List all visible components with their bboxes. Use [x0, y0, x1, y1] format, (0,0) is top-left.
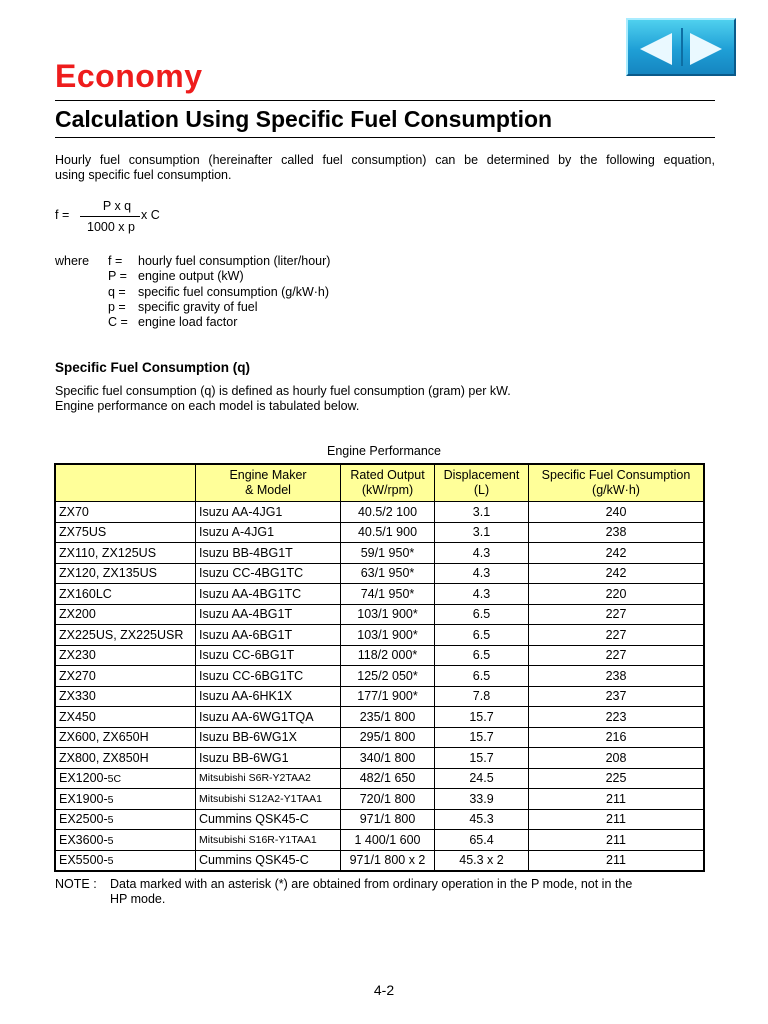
cell-engine: Mitsubishi S12A2-Y1TAA1 [196, 789, 341, 810]
cell-model: ZX120, ZX135US [55, 563, 196, 584]
definition-text: engine load factor [138, 315, 238, 330]
top-rule [55, 100, 715, 101]
table-note [55, 877, 715, 907]
note-line-1: Data marked with an asterisk (*) are obtained from ordinary operation in the P mode, not in the [110, 877, 633, 891]
definition-text: engine output (kW) [138, 269, 244, 284]
cell-displacement: 6.5 [435, 645, 529, 666]
definition-text: specific gravity of fuel [138, 299, 258, 314]
equation-lhs: f = [55, 208, 70, 222]
cell-displacement: 3.1 [435, 502, 529, 523]
cell-model: ZX330 [55, 686, 196, 707]
sfc-heading: Specific Fuel Consumption (q) [55, 360, 250, 375]
cell-engine: Isuzu CC-6BG1T [196, 645, 341, 666]
cell-model: ZX270 [55, 666, 196, 687]
cell-sfc: 227 [529, 625, 705, 646]
cell-displacement: 4.3 [435, 563, 529, 584]
cell-sfc: 208 [529, 748, 705, 769]
table-header-row [55, 464, 704, 502]
table-row [55, 707, 704, 728]
cell-model: EX5500-5 [55, 850, 196, 871]
definition-text: specific fuel consumption (g/kW·h) [138, 284, 330, 299]
sfc-line-1: Specific fuel consumption (q) is defined as hourly fuel consumption (gram) per kW. [55, 384, 511, 398]
cell-output: 103/1 900* [341, 625, 435, 646]
cell-engine: Isuzu BB-6WG1X [196, 727, 341, 748]
cell-model: ZX75US [55, 522, 196, 543]
table-row [55, 645, 704, 666]
table-caption: Engine Performance [327, 444, 441, 458]
cell-sfc: 223 [529, 707, 705, 728]
cell-sfc: 227 [529, 645, 705, 666]
cell-sfc: 242 [529, 563, 705, 584]
cell-sfc: 225 [529, 768, 705, 789]
page-number: 4-2 [373, 982, 395, 998]
definition-symbol: P = [108, 269, 127, 284]
definitions-where: where [55, 254, 90, 268]
cell-output: 971/1 800 [341, 809, 435, 830]
cell-output: 340/1 800 [341, 748, 435, 769]
cell-sfc: 227 [529, 604, 705, 625]
table-row [55, 625, 704, 646]
table-row [55, 809, 704, 830]
cell-output: 118/2 000* [341, 645, 435, 666]
cell-model: EX1900-5 [55, 789, 196, 810]
cell-displacement: 7.8 [435, 686, 529, 707]
cell-engine: Mitsubishi S6R-Y2TAA2 [196, 768, 341, 789]
fraction-bar [80, 216, 140, 217]
cell-engine: Isuzu AA-4JG1 [196, 502, 341, 523]
definition-symbol: C = [108, 315, 128, 330]
cell-output: 63/1 950* [341, 563, 435, 584]
cell-model: EX3600-5 [55, 830, 196, 851]
cell-sfc: 211 [529, 789, 705, 810]
cell-engine: Isuzu AA-4BG1TC [196, 584, 341, 605]
cell-displacement: 15.7 [435, 707, 529, 728]
definition-row [108, 254, 330, 268]
table-row [55, 584, 704, 605]
cell-displacement: 24.5 [435, 768, 529, 789]
table-row [55, 830, 704, 851]
cell-displacement: 15.7 [435, 748, 529, 769]
cell-engine: Isuzu A-4JG1 [196, 522, 341, 543]
intro-line-2: using specific fuel consumption. [55, 168, 232, 182]
table-row [55, 666, 704, 687]
cell-output: 720/1 800 [341, 789, 435, 810]
header-cell-sfc: Specific Fuel Consumption (g/kW·h) [529, 464, 705, 502]
cell-engine: Isuzu CC-6BG1TC [196, 666, 341, 687]
cell-displacement: 15.7 [435, 727, 529, 748]
table-row [55, 686, 704, 707]
cell-displacement: 65.4 [435, 830, 529, 851]
cell-engine: Isuzu AA-6HK1X [196, 686, 341, 707]
cell-engine: Isuzu CC-4BG1TC [196, 563, 341, 584]
cell-model: ZX70 [55, 502, 196, 523]
cell-model: ZX800, ZX850H [55, 748, 196, 769]
cell-output: 482/1 650 [341, 768, 435, 789]
table-row [55, 850, 704, 871]
table-row [55, 748, 704, 769]
header-cell-model [55, 464, 196, 502]
note-line-2: HP mode. [110, 892, 166, 906]
cell-output: 125/2 050* [341, 666, 435, 687]
cell-displacement: 45.3 [435, 809, 529, 830]
cell-output: 40.5/1 900 [341, 522, 435, 543]
cell-output: 1 400/1 600 [341, 830, 435, 851]
definition-symbol: q = [108, 284, 126, 299]
cell-engine: Isuzu BB-6WG1 [196, 748, 341, 769]
definition-row [108, 315, 237, 329]
title-rule [55, 137, 715, 138]
equation-factor: x C [141, 208, 160, 222]
cell-output: 295/1 800 [341, 727, 435, 748]
definition-symbol: p = [108, 299, 126, 314]
cell-model: EX2500-5 [55, 809, 196, 830]
cell-engine: Isuzu BB-4BG1T [196, 543, 341, 564]
cell-displacement: 3.1 [435, 522, 529, 543]
cell-output: 971/1 800 x 2 [341, 850, 435, 871]
nav-divider [681, 28, 683, 66]
table-row [55, 563, 704, 584]
cell-output: 59/1 950* [341, 543, 435, 564]
cell-displacement: 4.3 [435, 584, 529, 605]
cell-model: ZX160LC [55, 584, 196, 605]
cell-output: 235/1 800 [341, 707, 435, 728]
triangle-right-icon[interactable] [690, 33, 722, 65]
cell-model: ZX450 [55, 707, 196, 728]
cell-engine: Cummins QSK45-C [196, 809, 341, 830]
engine-performance-table [54, 463, 705, 872]
cell-output: 74/1 950* [341, 584, 435, 605]
cell-sfc: 216 [529, 727, 705, 748]
table-row [55, 502, 704, 523]
equation-denominator: 1000 x p [87, 220, 135, 234]
definition-row [108, 285, 329, 299]
note-label: NOTE : [55, 877, 97, 891]
section-heading: Economy [55, 58, 203, 94]
cell-engine: Cummins QSK45-C [196, 850, 341, 871]
cell-output: 103/1 900* [341, 604, 435, 625]
cell-sfc: 238 [529, 522, 705, 543]
header-cell-displacement: Displacement (L) [435, 464, 529, 502]
cell-output: 177/1 900* [341, 686, 435, 707]
table-row [55, 604, 704, 625]
cell-engine: Isuzu AA-4BG1T [196, 604, 341, 625]
cell-displacement: 6.5 [435, 666, 529, 687]
table-row [55, 727, 704, 748]
cell-displacement: 6.5 [435, 604, 529, 625]
triangle-left-icon[interactable] [640, 33, 672, 65]
cell-displacement: 4.3 [435, 543, 529, 564]
cell-model: ZX230 [55, 645, 196, 666]
cell-sfc: 211 [529, 850, 705, 871]
header-cell-output: Rated Output (kW/rpm) [341, 464, 435, 502]
cell-sfc: 211 [529, 809, 705, 830]
table-row [55, 522, 704, 543]
cell-sfc: 220 [529, 584, 705, 605]
cell-model: EX1200-5C [55, 768, 196, 789]
intro-line-1: Hourly fuel consumption (hereinafter called fuel consumption) can be determined by the following equation, [55, 153, 715, 167]
cell-model: ZX600, ZX650H [55, 727, 196, 748]
definition-symbol: f = [108, 254, 123, 268]
sfc-line-2: Engine performance on each model is tabulated below. [55, 399, 360, 413]
cell-model: ZX110, ZX125US [55, 543, 196, 564]
table-row [55, 768, 704, 789]
cell-engine: Isuzu AA-6WG1TQA [196, 707, 341, 728]
cell-model: ZX225US, ZX225USR [55, 625, 196, 646]
page-title: Calculation Using Specific Fuel Consumption [55, 106, 553, 132]
cell-sfc: 238 [529, 666, 705, 687]
cell-displacement: 33.9 [435, 789, 529, 810]
cell-sfc: 240 [529, 502, 705, 523]
cell-displacement: 45.3 x 2 [435, 850, 529, 871]
cell-displacement: 6.5 [435, 625, 529, 646]
cell-sfc: 242 [529, 543, 705, 564]
cell-engine: Mitsubishi S16R-Y1TAA1 [196, 830, 341, 851]
cell-model: ZX200 [55, 604, 196, 625]
cell-output: 40.5/2 100 [341, 502, 435, 523]
cell-engine: Isuzu AA-6BG1T [196, 625, 341, 646]
definition-row [108, 269, 244, 283]
definition-text: hourly fuel consumption (liter/hour) [138, 254, 331, 268]
definition-row [108, 300, 258, 314]
equation-numerator: P x q [102, 199, 132, 213]
cell-sfc: 211 [529, 830, 705, 851]
header-cell-engine: Engine Maker & Model [196, 464, 341, 502]
table-row [55, 543, 704, 564]
cell-sfc: 237 [529, 686, 705, 707]
table-row [55, 789, 704, 810]
page-navigation [626, 18, 736, 76]
